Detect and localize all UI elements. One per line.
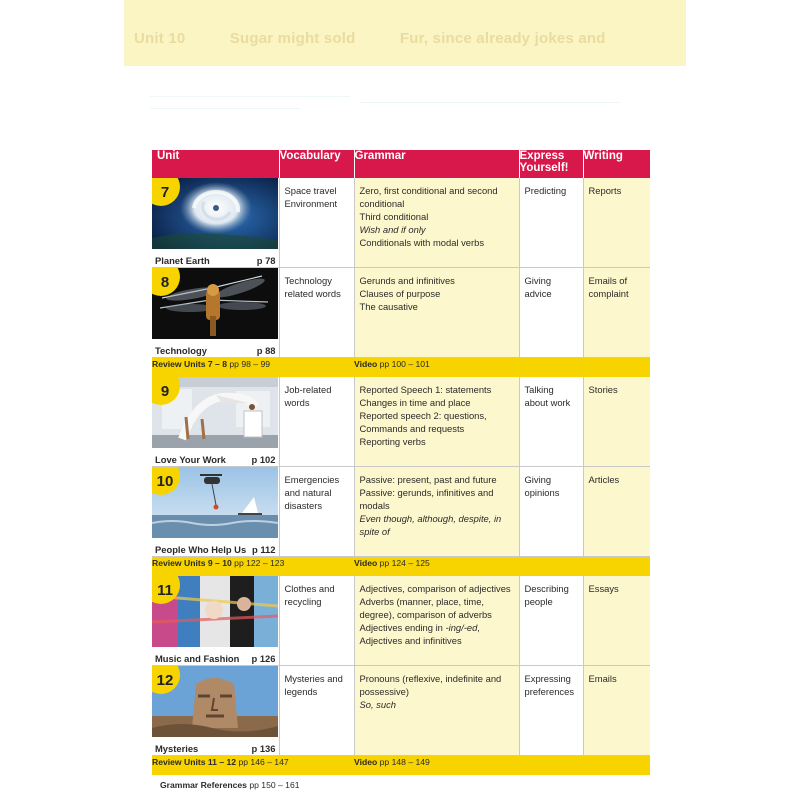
unit-row <box>152 268 650 358</box>
header-writing: Writing <box>583 150 650 178</box>
vocabulary-cell <box>279 268 354 358</box>
writing-item: Emails <box>588 673 617 684</box>
video-pages: pp 124 – 125 <box>379 558 430 568</box>
writing-cell <box>583 377 650 467</box>
review-label: Review Units 11 – 12 <box>152 757 237 767</box>
video-cell <box>354 756 650 776</box>
grammar-item: The causative <box>359 301 418 312</box>
review-cell <box>152 358 354 378</box>
express-item: about work <box>524 397 571 408</box>
contents-table <box>152 150 650 775</box>
unit-cell <box>152 666 279 756</box>
unit-footer <box>152 249 279 267</box>
express-cell <box>519 467 583 557</box>
writing-item: complaint <box>588 288 629 299</box>
vocabulary-item: recycling <box>284 596 322 607</box>
grammar-item: Adjectives and infinitives <box>359 635 462 646</box>
vocabulary-item: and natural <box>284 487 332 498</box>
grammar-item: Even though, although, despite, in spite of <box>359 513 502 537</box>
unit-page: p 78 <box>256 255 276 266</box>
unit-number-badge: 8 <box>152 268 180 296</box>
unit-cell <box>152 467 279 557</box>
unit-number-badge: 9 <box>152 377 180 405</box>
review-label: Review Units 7 – 8 <box>152 359 227 369</box>
vocabulary-item: words <box>284 397 310 408</box>
vocabulary-item: legends <box>284 686 318 697</box>
unit-row <box>152 666 650 756</box>
unit-page: p 126 <box>251 653 276 664</box>
header-express-yourself: Express Yourself! <box>519 150 583 178</box>
unit-page: p 136 <box>251 743 276 754</box>
express-item: Giving <box>524 275 552 286</box>
unit-title: Technology <box>155 345 207 356</box>
grammar-item: Adverbs (manner, place, time, degree), comparison of adverbs <box>359 596 492 620</box>
video-pages: pp 100 – 101 <box>379 359 430 369</box>
writing-item: Stories <box>588 384 618 395</box>
express-item: people <box>524 596 553 607</box>
writing-item: Reports <box>588 185 622 196</box>
grammar-cell <box>354 178 519 268</box>
grammar-item: Gerunds and infinitives <box>359 275 455 286</box>
ghost-line <box>150 108 300 109</box>
header-unit: Unit <box>152 150 279 178</box>
hurricane-satellite-image <box>152 178 278 249</box>
vocabulary-cell <box>279 467 354 557</box>
unit-cell <box>152 576 279 666</box>
unit-footer <box>152 737 279 755</box>
grammar-cell <box>354 268 519 358</box>
bird-sculpture-studio-image <box>152 377 278 448</box>
unit-page: p 88 <box>256 345 276 356</box>
review-row <box>152 557 650 577</box>
video-label: Video <box>354 558 378 568</box>
grammar-item: Passive: present, past and future <box>359 474 497 485</box>
grammar-references <box>160 780 300 790</box>
review-row <box>152 756 650 776</box>
unit-number-badge: 7 <box>152 178 180 206</box>
grammar-cell <box>354 666 519 756</box>
grammar-cell <box>354 576 519 666</box>
express-item: Predicting <box>524 185 567 196</box>
vocabulary-item: Clothes and <box>284 583 335 594</box>
video-cell <box>354 358 650 378</box>
grammar-cell <box>354 467 519 557</box>
unit-row <box>152 467 650 557</box>
unit-footer <box>152 448 279 466</box>
writing-cell <box>583 576 650 666</box>
grammar-item: Third conditional <box>359 211 429 222</box>
table-header-row <box>152 150 650 178</box>
vocabulary-item: Space travel <box>284 185 337 196</box>
grammar-item: Reported speech 2: questions, <box>359 410 487 421</box>
grammar-item: Commands and requests <box>359 423 465 434</box>
writing-cell <box>583 268 650 358</box>
unit-title: People Who Help Us <box>155 544 247 555</box>
unit-footer <box>152 339 279 357</box>
review-cell <box>152 557 354 577</box>
vocabulary-item: related words <box>284 288 341 299</box>
header-vocabulary: Vocabulary <box>279 150 354 178</box>
express-cell <box>519 377 583 467</box>
vocabulary-cell <box>279 576 354 666</box>
vocabulary-cell <box>279 377 354 467</box>
video-cell <box>354 557 650 577</box>
unit-row <box>152 178 650 268</box>
grammar-item: Pronouns (reflexive, indefinite and possessive) <box>359 673 502 697</box>
grammar-references-pages: pp 150 – 161 <box>249 780 300 790</box>
unit-title: Planet Earth <box>155 255 210 266</box>
ghost-line <box>360 102 620 103</box>
vocabulary-item: Job-related <box>284 384 332 395</box>
writing-item: Articles <box>588 474 620 485</box>
express-cell <box>519 178 583 268</box>
unit-number-badge: 10 <box>152 467 180 495</box>
review-cell <box>152 756 354 776</box>
writing-item: Essays <box>588 583 619 594</box>
unit-page: p 112 <box>252 544 276 555</box>
grammar-item: Passive: gerunds, infinitives and modals <box>359 487 494 511</box>
express-item: Giving <box>524 474 552 485</box>
video-pages: pp 148 – 149 <box>379 757 430 767</box>
express-item: Describing <box>524 583 569 594</box>
recycled-fashion-image <box>152 576 278 647</box>
robot-dragonfly-image <box>152 268 278 339</box>
unit-cell <box>152 268 279 358</box>
writing-item: Emails of <box>588 275 628 286</box>
express-cell <box>519 666 583 756</box>
vocabulary-item: disasters <box>284 500 323 511</box>
review-pages: pp 122 – 123 <box>234 558 285 568</box>
grammar-item: Clauses of purpose <box>359 288 441 299</box>
vocabulary-cell <box>279 666 354 756</box>
review-row <box>152 358 650 378</box>
bleed-text: Unit 10 Sugar might sold Fur, since already jokes and <box>134 30 606 47</box>
ghost-line <box>150 96 350 97</box>
express-item: Talking <box>524 384 554 395</box>
unit-number-badge: 12 <box>152 666 180 694</box>
grammar-item: So, such <box>359 699 396 710</box>
grammar-item: Conditionals with modal verbs <box>359 237 485 248</box>
unit-page: p 102 <box>251 454 276 465</box>
vocabulary-item: Emergencies <box>284 474 340 485</box>
unit-cell <box>152 178 279 268</box>
unit-title: Love Your Work <box>155 454 226 465</box>
unit-footer <box>152 538 279 556</box>
review-pages: pp 98 – 99 <box>229 359 271 369</box>
unit-title: Mysteries <box>155 743 199 754</box>
unit-number-badge: 11 <box>152 576 180 604</box>
unit-row <box>152 576 650 666</box>
writing-cell <box>583 666 650 756</box>
sea-rescue-image <box>152 467 278 538</box>
unit-title: Music and Fashion <box>155 653 240 664</box>
writing-cell <box>583 178 650 268</box>
grammar-item: Changes in time and place <box>359 397 471 408</box>
previous-page-bleed <box>124 0 686 66</box>
video-label: Video <box>354 359 378 369</box>
review-pages: pp 146 – 147 <box>238 757 289 767</box>
grammar-item: Reporting verbs <box>359 436 426 447</box>
vocabulary-item: Environment <box>284 198 338 209</box>
express-cell <box>519 576 583 666</box>
vocabulary-item: Technology <box>284 275 332 286</box>
grammar-references-label: Grammar References <box>160 780 247 790</box>
stone-head-statue-image <box>152 666 278 737</box>
express-item: opinions <box>524 487 560 498</box>
grammar-item: Adjectives, comparison of adjectives <box>359 583 511 594</box>
express-item: advice <box>524 288 552 299</box>
vocabulary-item: Mysteries and <box>284 673 343 684</box>
vocabulary-cell <box>279 178 354 268</box>
grammar-item: Wish and if only <box>359 224 426 235</box>
express-item: preferences <box>524 686 575 697</box>
grammar-cell <box>354 377 519 467</box>
header-grammar: Grammar <box>354 150 519 178</box>
unit-cell <box>152 377 279 467</box>
grammar-item: Reported Speech 1: statements <box>359 384 492 395</box>
grammar-item: Adjectives ending in -ing/-ed, <box>359 622 480 633</box>
express-cell <box>519 268 583 358</box>
writing-cell <box>583 467 650 557</box>
video-label: Video <box>354 757 378 767</box>
unit-footer <box>152 647 279 665</box>
review-label: Review Units 9 – 10 <box>152 558 232 568</box>
unit-row <box>152 377 650 467</box>
grammar-item: Zero, first conditional and second conditional <box>359 185 498 209</box>
express-item: Expressing <box>524 673 571 684</box>
